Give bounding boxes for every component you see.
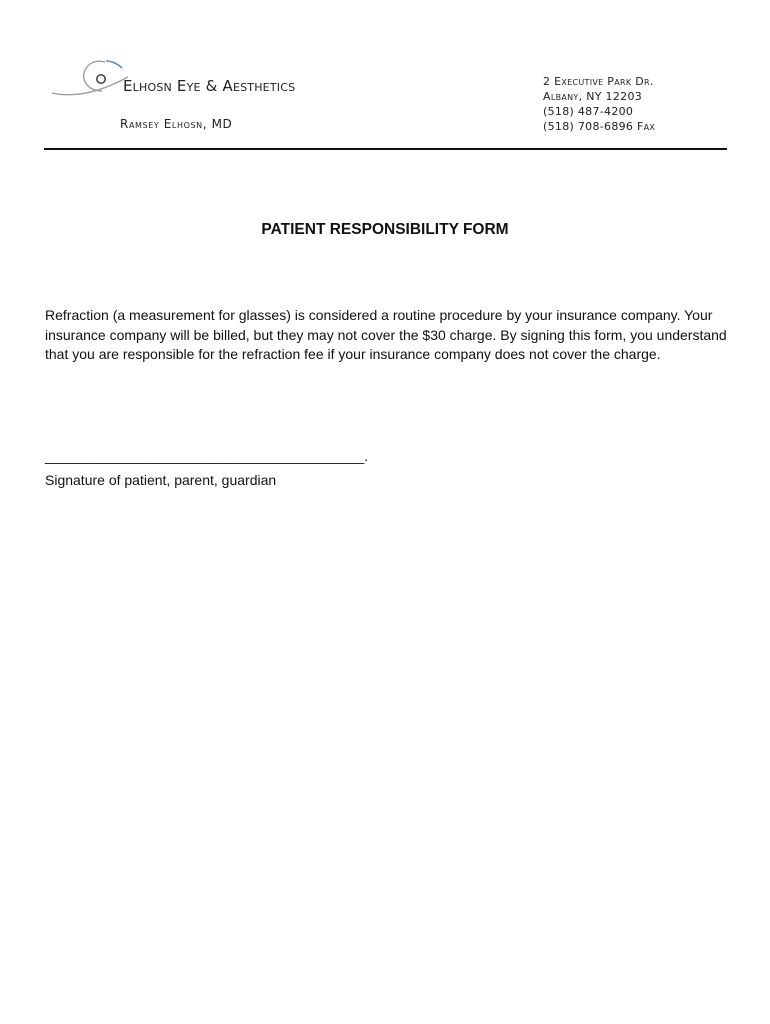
address-line-1: 2 Executive Park Dr. bbox=[543, 75, 654, 88]
header-divider bbox=[44, 148, 727, 150]
form-title: PATIENT RESPONSIBILITY FORM bbox=[261, 221, 509, 238]
practice-name: Elhosn Eye & Aesthetics bbox=[123, 77, 296, 95]
doctor-name: Ramsey Elhosn, MD bbox=[120, 117, 233, 131]
signature-caption: Signature of patient, parent, guardian bbox=[45, 472, 277, 488]
address-block bbox=[543, 74, 743, 134]
phone-number: (518) 487-4200 bbox=[543, 105, 634, 118]
address-line-2: Albany, NY 12203 bbox=[543, 90, 643, 103]
form-body-paragraph: Refraction (a measurement for glasses) is considered a routine procedure by your insurance company. Your insurance company will be billed, but they may not cover the $30 charge. By signing this form, you understand that you are responsible for the refraction fee if your insurance company does not cover the charge. bbox=[45, 307, 727, 362]
letterhead bbox=[0, 0, 770, 160]
eye-logo-icon bbox=[50, 55, 130, 105]
fax-number: (518) 708-6896 Fax bbox=[543, 120, 656, 133]
signature-line: _________________________________________. bbox=[45, 448, 369, 464]
